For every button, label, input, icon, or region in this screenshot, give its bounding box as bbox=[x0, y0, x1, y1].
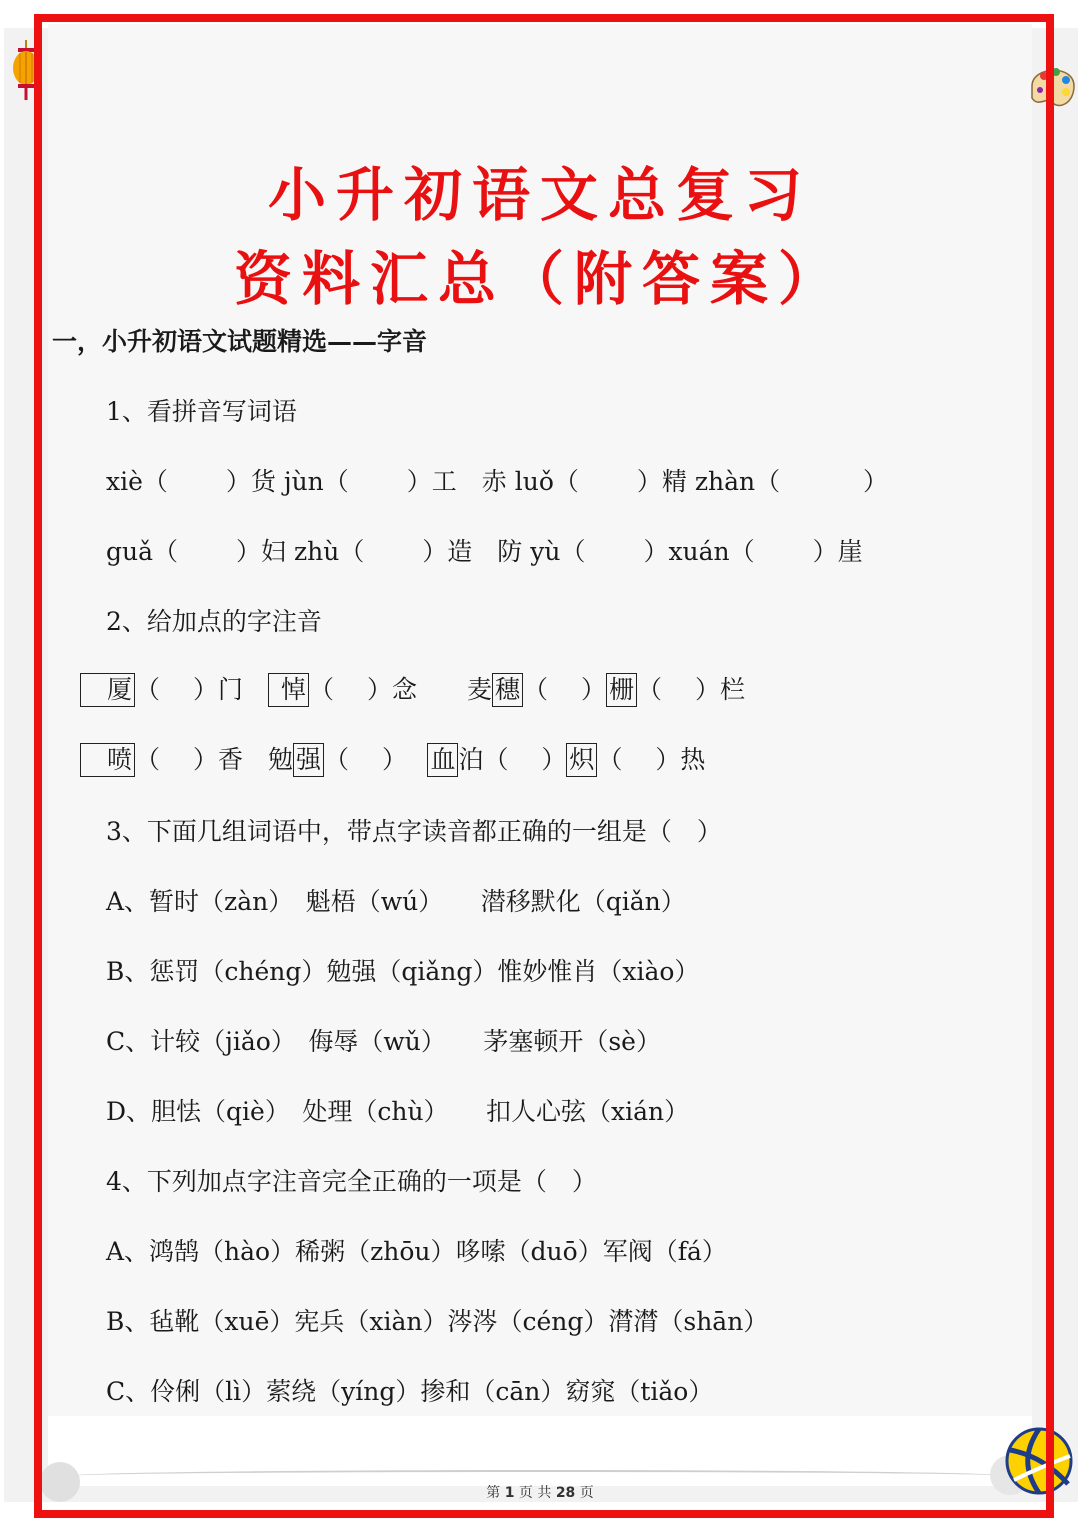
question-4-label: 4、下列加点字注音完全正确的一项是（ ） bbox=[106, 1167, 597, 1196]
boxed-char: 炽 bbox=[566, 743, 597, 777]
word-char: 造 bbox=[447, 537, 473, 566]
q2-row-1: 厦 （ ）门 悼 （ ）念 麦 穗 （ ） 栅 （ ）栏 bbox=[80, 670, 745, 707]
boxed-char: 悼 bbox=[268, 673, 309, 707]
boxed-char: 栅 bbox=[606, 673, 637, 707]
question-3-label: 3、下面几组词语中，带点字读音都正确的一组是（ ） bbox=[106, 817, 722, 846]
total-page-count: 28 bbox=[555, 1485, 576, 1501]
q4-option-b: B、毡靴（xuē）宪兵（xiàn）涔涔（céng）潸潸（shān） bbox=[106, 1307, 769, 1336]
boxed-char: 强 bbox=[293, 743, 324, 777]
word-char: 勉 bbox=[268, 745, 294, 774]
word-char: 崖 bbox=[837, 537, 863, 566]
document-title-line-1: 小升初语文总复习 bbox=[267, 161, 812, 229]
pinyin: yù bbox=[530, 537, 561, 566]
word-char: 精 bbox=[661, 467, 687, 496]
word-char: 货 bbox=[250, 467, 276, 496]
q3-option-c: C、计较（jiǎo） 侮辱（wǔ） 茅塞顿开（sè） bbox=[106, 1027, 661, 1056]
footer-prefix: 第 bbox=[486, 1485, 501, 1501]
q1-row-2: guǎ（ ）妇 zhù（ ）造 防 yù（ ）xuán（ ）崖 bbox=[106, 537, 863, 566]
word-char: 念 bbox=[391, 675, 417, 704]
paint-palette-icon bbox=[1024, 56, 1078, 116]
word-char: 泊 bbox=[458, 745, 484, 774]
pinyin: luǒ bbox=[514, 467, 554, 496]
q3-option-b: B、惩罚（chéng）勉强（qiǎng）惟妙惟肖（xiào） bbox=[106, 957, 700, 986]
pinyin: zhù bbox=[293, 537, 340, 566]
pinyin: xuán bbox=[668, 537, 730, 566]
pinyin: zhàn bbox=[694, 467, 756, 496]
question-1-label: 1、看拼音写词语 bbox=[106, 397, 297, 426]
boxed-char: 血 bbox=[427, 743, 458, 777]
q3-option-d: D、胆怯（qiè） 处理（chù） 扣人心弦（xián） bbox=[106, 1097, 690, 1126]
word-char: 热 bbox=[680, 745, 706, 774]
page-footer bbox=[0, 1482, 1080, 1502]
q2-row-2: 喷 （ ）香 勉 强 （ ） 血 泊（ ） 炽 （ ）热 bbox=[80, 740, 705, 777]
pinyin: jùn bbox=[283, 467, 324, 496]
section-heading: 一，小升初语文试题精选——字音 bbox=[52, 327, 428, 356]
document-title-line-2: 资料汇总（附答案） bbox=[233, 245, 846, 313]
word-char: 赤 bbox=[481, 467, 507, 496]
boxed-char: 喷 bbox=[80, 743, 135, 777]
word-char: 防 bbox=[497, 537, 523, 566]
q4-option-a: A、鸿鹄（hào）稀粥（zhōu）哆嗦（duō）军阀（fá） bbox=[106, 1237, 727, 1266]
word-char: 香 bbox=[217, 745, 243, 774]
pinyin: xiè bbox=[106, 467, 143, 496]
word-char: 门 bbox=[217, 675, 243, 704]
footer-suffix: 页 bbox=[579, 1485, 594, 1501]
q1-row-1: xiè（ ）货 jùn（ ）工 赤 luǒ（ ）精 zhàn（ ） bbox=[106, 467, 889, 496]
current-page-number: 1 bbox=[504, 1485, 515, 1501]
q3-option-a: A、暂时（zàn） 魁梧（wú） 潜移默化（qiǎn） bbox=[106, 887, 686, 916]
q4-option-c: C、伶俐（lì）萦绕（yíng）掺和（cān）窈窕（tiǎo） bbox=[106, 1377, 714, 1406]
pinyin: guǎ bbox=[106, 537, 154, 566]
word-char: 工 bbox=[431, 467, 457, 496]
boxed-char: 穗 bbox=[492, 673, 523, 707]
word-char: 麦 bbox=[467, 675, 493, 704]
page-curl-line bbox=[70, 1470, 1010, 1482]
question-2-label: 2、给加点的字注音 bbox=[106, 607, 322, 636]
footer-middle: 页 共 bbox=[518, 1485, 552, 1501]
word-char: 妇 bbox=[260, 537, 286, 566]
boxed-char: 厦 bbox=[80, 673, 135, 707]
lantern-icon bbox=[8, 40, 44, 100]
word-char: 栏 bbox=[719, 675, 745, 704]
